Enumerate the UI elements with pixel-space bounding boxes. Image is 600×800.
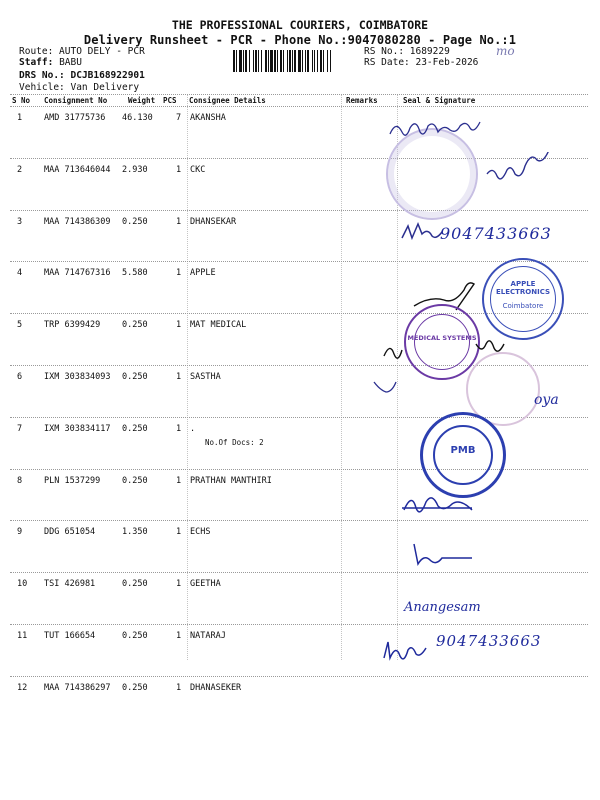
route-info: Route: AUTO DELY - PCR xyxy=(19,46,145,57)
barcode-bar xyxy=(292,50,293,72)
barcode-bar xyxy=(302,50,303,72)
col-consignee: Consignee Details xyxy=(189,96,266,105)
row-sno: 7 xyxy=(17,423,23,434)
barcode-bar xyxy=(236,50,237,72)
row-sno: 10 xyxy=(17,579,28,590)
rs-date: RS Date: 23-Feb-2026 xyxy=(364,57,479,68)
barcode-bar xyxy=(312,50,313,72)
row-weight: 5.580 xyxy=(122,268,148,279)
barcode-bar xyxy=(253,50,254,72)
col-weight: Weight xyxy=(128,96,156,105)
row-consignee: . xyxy=(190,423,196,434)
signature-row-10 xyxy=(408,538,488,572)
barcode-bar xyxy=(298,50,301,72)
barcode-bar xyxy=(289,50,291,72)
row-weight: 0.250 xyxy=(122,216,148,227)
row-pcs: 1 xyxy=(176,423,182,434)
staff-label: Staff: xyxy=(19,57,54,68)
row-consignee: DHANSEKAR xyxy=(190,216,237,227)
row-consignee: NATARAJ xyxy=(190,631,226,641)
row-consignment-no: MAA 714767316 xyxy=(44,268,111,279)
row-sno: 2 xyxy=(17,164,23,175)
handwritten-signature-row-11: Anangesam xyxy=(404,600,481,615)
row-consignee: PRATHAN MANTHIRI xyxy=(190,475,272,486)
row-pcs: 1 xyxy=(176,320,182,331)
row-sno: 11 xyxy=(17,631,28,641)
barcode-bar xyxy=(280,50,282,72)
row-sno: 9 xyxy=(17,527,23,538)
row-weight: 0.250 xyxy=(122,372,148,382)
medical-stamp-text: MEDICAL SYSTEMS xyxy=(407,334,477,342)
row-consignment-no: MAA 713646044 xyxy=(44,164,111,175)
apple-electronics-stamp xyxy=(482,258,564,340)
barcode-bar xyxy=(327,50,328,72)
barcode-bar xyxy=(255,50,257,72)
row-consignee: APPLE xyxy=(190,268,216,279)
barcode-bar xyxy=(258,50,259,72)
col-pcs: PCS xyxy=(163,96,177,105)
barcode-bar xyxy=(265,50,267,72)
col-consignment: Consignment No xyxy=(44,96,108,105)
drs-info xyxy=(19,70,145,81)
row-weight: 0.250 xyxy=(122,320,148,331)
row-pcs: 1 xyxy=(176,475,182,486)
row-pcs: 1 xyxy=(176,268,182,279)
barcode-bar xyxy=(243,50,244,72)
barcode-bar xyxy=(245,50,247,72)
signature-row-2 xyxy=(484,152,554,186)
row-sno: 3 xyxy=(17,216,23,227)
table-row xyxy=(0,418,600,470)
pmb-stamp-text: PMB xyxy=(450,445,476,456)
row-weight: 0.250 xyxy=(122,423,148,434)
staff-info xyxy=(19,57,82,68)
row-weight: 46.130 xyxy=(122,113,153,123)
row-pcs: 1 xyxy=(176,682,182,693)
handwritten-phone-row-12: 9047433663 xyxy=(436,632,542,650)
barcode-bar xyxy=(239,50,242,72)
row-sno: 5 xyxy=(17,320,23,331)
col-seal-signature: Seal & Signature xyxy=(403,96,476,105)
barcode-bar xyxy=(233,50,235,72)
runsheet-title: Delivery Runsheet - PCR - Phone No.:9047080280 - Page No.:1 xyxy=(83,33,517,47)
row-sno: 8 xyxy=(17,475,23,486)
barcode-bar xyxy=(274,50,276,72)
vehicle-info: Vehicle: Van Delivery xyxy=(19,82,140,93)
apple-stamp-text: APPLE ELECTRONICS xyxy=(495,280,551,296)
row-pcs: 1 xyxy=(176,527,182,538)
barcode-bar xyxy=(320,50,322,72)
pmb-stamp xyxy=(420,412,506,498)
row-pcs: 1 xyxy=(176,631,182,641)
row-pcs: 7 xyxy=(176,113,182,123)
barcode-bar xyxy=(317,50,318,72)
drs-value: DCJB168922901 xyxy=(70,70,145,81)
drs-label: DRS No.: xyxy=(19,70,65,81)
row-consignee: AKANSHA xyxy=(190,113,226,123)
col-sno: S No xyxy=(12,96,31,105)
barcode-bar xyxy=(287,50,288,72)
row-consignee: CKC xyxy=(190,164,206,175)
row-consignee: DHANASEKER xyxy=(190,682,242,693)
barcode-bar xyxy=(294,50,296,72)
table-row xyxy=(0,521,600,573)
row-consignment-no: MAA 714386297 xyxy=(44,682,111,693)
row-docs-note: No.Of Docs: 2 xyxy=(205,437,264,447)
row-consignment-no: PLN 1537299 xyxy=(44,475,101,486)
row-pcs: 1 xyxy=(176,579,182,590)
row-weight: 0.250 xyxy=(122,631,148,641)
row-consignee: ECHS xyxy=(190,527,211,538)
row-consignment-no: TSI 426981 xyxy=(44,579,96,590)
apple-stamp-city: Coimbatore xyxy=(502,302,544,310)
row-weight: 0.250 xyxy=(122,475,148,486)
signature-row-6-mark xyxy=(370,376,400,400)
barcode-bar xyxy=(307,50,309,72)
rs-number: RS No.: 1689229 xyxy=(364,46,450,57)
barcode-bar xyxy=(270,50,273,72)
row-pcs: 1 xyxy=(176,372,182,382)
row-consignment-no: AMD 31775736 xyxy=(44,113,106,123)
page-mark: mo xyxy=(496,44,515,58)
row-consignment-no: DDG 651054 xyxy=(44,527,96,538)
company-title: THE PROFESSIONAL COURIERS, COIMBATORE xyxy=(171,18,429,32)
row-sno: 4 xyxy=(17,268,23,279)
barcode-bar xyxy=(277,50,278,72)
row-consignee: GEETHA xyxy=(190,579,221,590)
signature-row-3 xyxy=(400,218,444,244)
barcode-bar xyxy=(261,50,262,72)
row-consignment-no: TRP 6399429 xyxy=(44,320,101,331)
row-consignment-no: IXM 303834117 xyxy=(44,423,111,434)
row-weight: 0.250 xyxy=(122,682,148,693)
row-sno: 1 xyxy=(17,113,23,123)
table-row xyxy=(0,573,600,625)
row-consignee: MAT MEDICAL xyxy=(190,320,247,331)
staff-value: BABU xyxy=(59,57,82,68)
barcode-bar xyxy=(283,50,284,72)
row-pcs: 1 xyxy=(176,164,182,175)
barcode-image xyxy=(233,50,359,72)
signature-row-1 xyxy=(386,118,506,144)
row-sno: 6 xyxy=(17,372,23,382)
row-pcs: 1 xyxy=(176,216,182,227)
row-weight: 1.350 xyxy=(122,527,148,538)
row-consignment-no: TUT 166654 xyxy=(44,631,96,641)
row-consignee: SASTHA xyxy=(190,372,221,382)
barcode-bar xyxy=(305,50,306,72)
signature-row-9 xyxy=(398,488,488,524)
barcode-bar xyxy=(268,50,269,72)
row-weight: 0.250 xyxy=(122,579,148,590)
row-consignment-no: MAA 714386309 xyxy=(44,216,111,227)
barcode-bar xyxy=(249,50,250,72)
handwritten-phone-row-3: 9047433663 xyxy=(440,224,552,243)
header-top-rule xyxy=(10,94,588,95)
signature-row-12 xyxy=(380,634,430,664)
row-consignment-no: IXM 303834093 xyxy=(44,372,111,382)
barcode-bar xyxy=(330,50,331,72)
handwritten-signature-row-6: oya xyxy=(534,392,559,408)
row-sno: 12 xyxy=(17,682,28,693)
barcode-bar xyxy=(314,50,315,72)
table-row xyxy=(0,470,600,522)
row-weight: 2.930 xyxy=(122,164,148,175)
table-row xyxy=(0,677,600,729)
barcode-bar xyxy=(323,50,324,72)
col-remarks: Remarks xyxy=(346,96,378,105)
